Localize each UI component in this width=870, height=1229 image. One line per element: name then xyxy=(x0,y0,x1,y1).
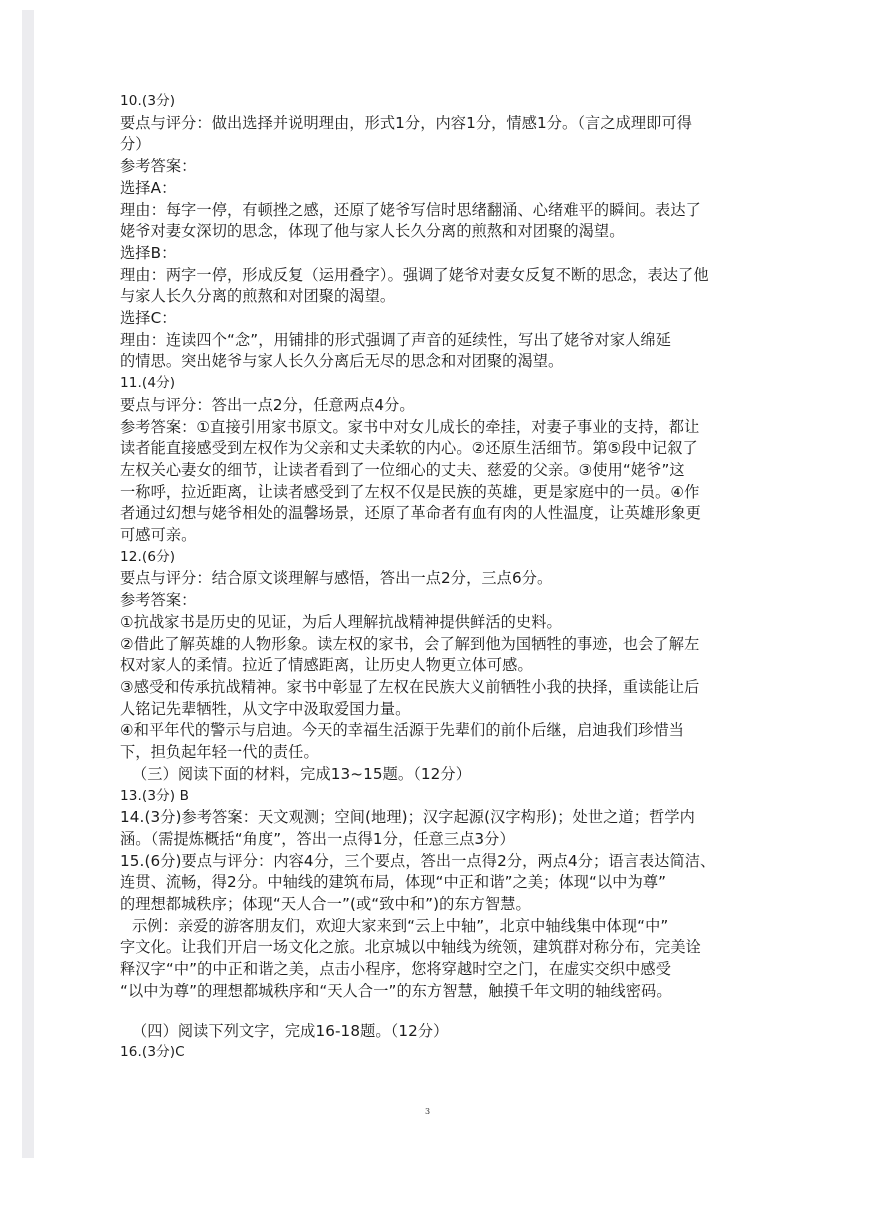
q12-heading: 12.(6分) xyxy=(120,548,176,565)
section-3-heading: （三）阅读下面的材料，完成13~15题。（12分） xyxy=(132,764,471,783)
q11-answer: 参考答案：①直接引用家书原文。家书中对女儿成长的牵挂，对妻子事业的支持，都让 xyxy=(120,417,700,436)
q12-scoring: 要点与评分：结合原文谈理解与感悟，答出一点2分，三点6分。 xyxy=(120,569,553,588)
q10-option-b-reason-cont: 与家人长久分离的煎熬和对团聚的渴望。 xyxy=(120,287,396,306)
answer-key-content xyxy=(120,91,738,1064)
q15-example-cont-3: “以中为尊”的理想都城秩序和“天人合一”的东方智慧，触摸千年文明的轴线密码。 xyxy=(120,981,672,1000)
q10-answer-label: 参考答案： xyxy=(120,157,197,176)
q12-answer-label: 参考答案： xyxy=(120,591,197,610)
q11-answer-cont-2: 左权关心妻女的细节，让读者看到了一位细心的丈夫、慈爱的父亲。③使用“姥爷”这 xyxy=(120,460,685,479)
q11-heading: 11.(4分) xyxy=(120,375,176,392)
q12-point-1: ①抗战家书是历史的见证，为后人理解抗战精神提供鲜活的史料。 xyxy=(120,612,562,631)
q11-answer-cont-3: 一称呼，拉近距离，让读者感受到了左权不仅是民族的英雄，更是家庭中的一员。④作 xyxy=(120,482,700,501)
q15-example-cont-2: 释汉字“中”的中正和谐之美，点击小程序，您将穿越时空之门，在虚实交织中感受 xyxy=(120,960,671,979)
q10-option-a: 选择A： xyxy=(120,178,177,197)
q11-answer-cont-4: 者通过幻想与姥爷相处的温馨场景，还原了革命者有血有肉的人性温度，让英雄形象更 xyxy=(120,504,701,523)
q10-option-b-reason: 理由：两字一停，形成反复（运用叠字）。强调了姥爷对妻女反复不断的思念，表达了他 xyxy=(120,265,709,284)
q13-answer: 13.(3分) B xyxy=(120,787,190,804)
q10-option-c: 选择C： xyxy=(120,309,177,328)
q10-option-c-reason: 理由：连读四个“念”，用铺排的形式强调了声音的延续性，写出了姥爷对家人绵延 xyxy=(120,330,671,349)
scan-edge xyxy=(22,10,34,1158)
q11-answer-cont-1: 读者能直接感受到左权作为父亲和丈夫柔软的内心。②还原生活细节。第⑤段中记叙了 xyxy=(120,439,698,458)
q15-scoring: 15.(6分)要点与评分：内容4分，三个要点，答出一点得2分，两点4分；语言表达简洁、 xyxy=(120,851,716,870)
q10-option-a-reason: 理由：每字一停，有顿挫之感，还原了姥爷写信时思绪翻涌、心绪难平的瞬间。表达了 xyxy=(120,200,701,219)
q15-scoring-cont-1: 连贯、流畅，得2分。中轴线的建筑布局，体现“中正和谐”之美；体现“以中为尊” xyxy=(120,873,667,892)
q11-answer-cont-5: 可感可亲。 xyxy=(120,526,197,545)
section-spacer xyxy=(120,1003,738,1021)
q12-point-2-cont: 权对家人的柔情。拉近了情感距离，让历史人物更立体可感。 xyxy=(120,656,533,675)
q15-example: 示例：亲爱的游客朋友们，欢迎大家来到“云上中轴”，北京中轴线集中体现“中” xyxy=(132,916,669,935)
q14-answer: 14.(3分)参考答案：天文观测；空间(地理)；汉字起源(汉字构形)；处世之道；哲学内 xyxy=(120,808,695,827)
q10-option-b: 选择B： xyxy=(120,243,177,262)
section-4-heading: （四）阅读下列文字，完成16-18题。（12分） xyxy=(132,1021,449,1040)
page-number: 3 xyxy=(425,1107,431,1116)
q12-point-3: ③感受和传承抗战精神。家书中彰显了左权在民族大义前牺牲小我的抉择，重读能让后 xyxy=(120,677,700,696)
q10-scoring: 要点与评分：做出选择并说明理由，形式1分，内容1分，情感1分。（言之成理即可得 xyxy=(120,113,693,132)
q10-scoring-cont: 分） xyxy=(120,135,151,154)
q12-point-4-cont: 下，担负起年轻一代的责任。 xyxy=(120,743,319,762)
q16-answer: 16.(3分)C xyxy=(120,1044,185,1061)
q10-heading: 10.(3分) xyxy=(120,93,176,109)
q10-option-a-reason-cont: 姥爷对妻女深切的思念，体现了他与家人长久分离的煎熬和对团聚的渴望。 xyxy=(120,222,625,241)
q11-scoring: 要点与评分：答出一点2分，任意两点4分。 xyxy=(120,395,415,414)
q12-point-4: ④和平年代的警示与启迪。今天的幸福生活源于先辈们的前仆后继，启迪我们珍惜当 xyxy=(120,721,685,740)
q14-answer-cont: 涵。（需提炼概括“角度”，答出一点得1分，任意三点3分） xyxy=(120,829,515,848)
q12-point-3-cont: 人铭记先辈牺牲，从文字中汲取爱国力量。 xyxy=(120,699,411,718)
q15-example-cont-1: 字文化。让我们开启一场文化之旅。北京城以中轴线为统领，建筑群对称分布，完美诠 xyxy=(120,938,701,957)
q10-option-c-reason-cont: 的情思。突出姥爷与家人长久分离后无尽的思念和对团聚的渴望。 xyxy=(120,352,564,371)
q12-point-2: ②借此了解英雄的人物形象。读左权的家书，会了解到他为国牺牲的事迹，也会了解左 xyxy=(120,634,700,653)
q15-scoring-cont-2: 的理想都城秩序；体现“天人合一”(或“致中和”)的东方智慧。 xyxy=(120,895,531,914)
